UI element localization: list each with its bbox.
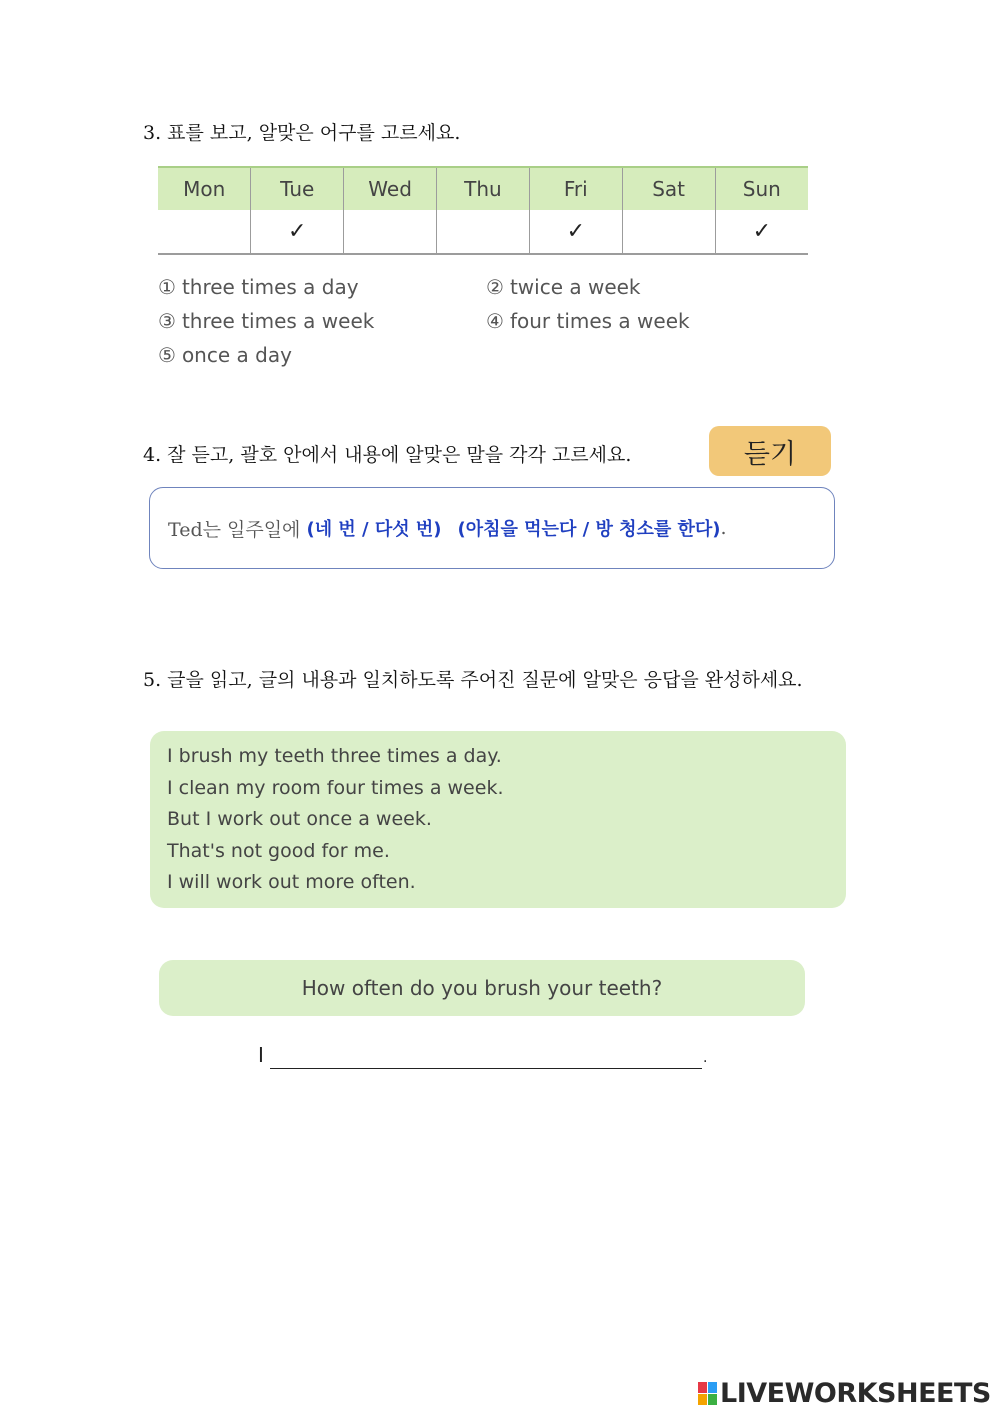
q3-title: 3. 표를 보고, 알맞은 어구를 고르세요.	[143, 122, 461, 144]
day-sun: Sun	[715, 167, 808, 210]
logo-icon	[698, 1382, 717, 1405]
passage-line: I brush my teeth three times a day.	[167, 745, 502, 767]
answer-prefix: I	[258, 1043, 264, 1067]
question-box	[159, 960, 805, 1016]
option-3[interactable]	[158, 309, 374, 333]
logo-square	[698, 1394, 707, 1405]
option-2-number: ②	[486, 275, 504, 299]
day-tue: Tue	[251, 167, 344, 210]
q4-sentence-end: .	[720, 517, 727, 539]
table-check-row	[158, 210, 808, 254]
weekly-schedule-table	[158, 166, 808, 255]
check-sat	[622, 210, 715, 254]
answer-input[interactable]	[270, 1044, 702, 1069]
logo-text: LIVEWORKSHEETS	[720, 1378, 991, 1409]
day-thu: Thu	[437, 167, 530, 210]
day-wed: Wed	[344, 167, 437, 210]
option-3-number: ③	[158, 309, 176, 333]
passage-line: I clean my room four times a week.	[167, 776, 504, 799]
q4-choice-activity[interactable]: (아침을 먹는다 / 방 청소를 한다)	[457, 519, 721, 540]
q4-answer-box	[149, 487, 835, 569]
listen-label: 듣기	[743, 438, 797, 470]
option-1-text: three times a day	[181, 275, 359, 299]
q4-title: 4. 잘 듣고, 괄호 안에서 내용에 알맞은 말을 각각 고르세요.	[143, 444, 632, 466]
check-mon	[158, 210, 251, 254]
day-mon: Mon	[158, 167, 251, 210]
day-sat: Sat	[622, 167, 715, 210]
answer-period: .	[703, 1050, 708, 1066]
option-1[interactable]	[158, 275, 359, 299]
q4-sentence-start: Ted는 일주일에	[168, 518, 307, 541]
check-fri: ✓	[529, 210, 622, 254]
listen-button[interactable]	[709, 426, 831, 476]
option-5-text: once a day	[181, 343, 292, 367]
reading-passage	[150, 731, 846, 908]
table-header-row	[158, 167, 808, 210]
passage-line: That's not good for me.	[167, 839, 390, 862]
option-3-text: three times a week	[181, 309, 375, 333]
option-1-number: ①	[158, 275, 176, 299]
day-fri: Fri	[529, 167, 622, 210]
question-text: How often do you brush your teeth?	[301, 976, 663, 1000]
check-tue: ✓	[251, 210, 344, 254]
logo-square	[698, 1382, 707, 1393]
logo-square	[708, 1394, 717, 1405]
option-4-text: four times a week	[509, 309, 690, 333]
passage-line: I will work out more often.	[167, 871, 416, 893]
check-thu	[437, 210, 530, 254]
logo-square	[708, 1382, 717, 1393]
liveworksheets-logo	[698, 1378, 991, 1409]
option-4-number: ④	[486, 309, 504, 333]
option-5-number: ⑤	[158, 343, 176, 367]
check-sun: ✓	[715, 210, 808, 254]
option-2[interactable]	[486, 275, 641, 299]
option-4[interactable]	[486, 309, 690, 333]
q4-choice-frequency[interactable]: (네 번 / 다섯 번)	[306, 519, 442, 540]
option-2-text: twice a week	[509, 275, 641, 299]
check-wed	[344, 210, 437, 254]
q5-title: 5. 글을 읽고, 글의 내용과 일치하도록 주어진 질문에 알맞은 응답을 완성하세요.	[143, 669, 803, 691]
option-5[interactable]	[158, 343, 292, 367]
passage-line: But I work out once a week.	[167, 808, 432, 830]
